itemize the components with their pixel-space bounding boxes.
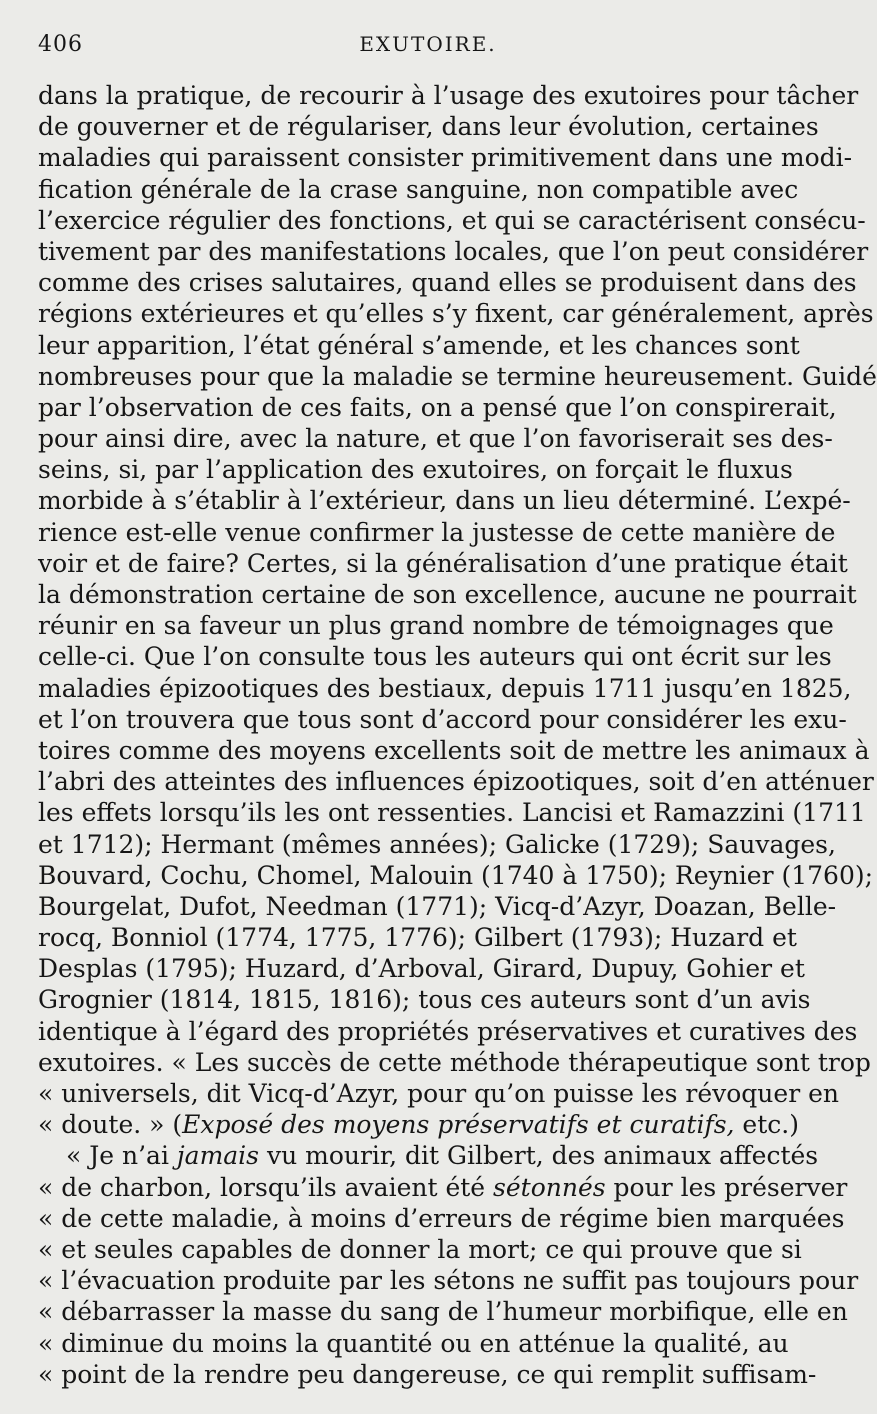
text-line: Bourgelat, Dufot, Needman (1771); Vicq-d’Azyr, Doazan, Belle- xyxy=(38,891,837,921)
text-line: de gouverner et de régulariser, dans leur évolution, certaines xyxy=(38,112,819,142)
text-line: seins, si, par l’application des exutoires, on forçait le fluxus xyxy=(38,455,793,485)
text-line: exutoires. « Les succès de cette méthode thérapeutique sont trop xyxy=(38,1047,871,1077)
running-title: EXUTOIRE. xyxy=(359,32,497,56)
text-line: Bouvard, Cochu, Chomel, Malouin (1740 à 1750); Reynier (1760); xyxy=(38,860,874,890)
text-line: nombreuses pour que la maladie se termine heureusement. Guidé xyxy=(38,361,877,391)
quote-line: « Je n’ai jamais vu mourir, dit Gilbert, des animaux affectés xyxy=(66,1141,819,1171)
quote-line: « l’évacuation produite par les sétons ne suffit pas toujours pour xyxy=(38,1266,859,1296)
text-line: maladies épizootiques des bestiaux, depuis 1711 jusqu’en 1825, xyxy=(38,673,852,703)
text-line: les effets lorsqu’ils les ont ressenties. Lancisi et Ramazzini (1711 xyxy=(38,798,866,828)
quote-line: « point de la rendre peu dangereuse, ce qui remplit suffisam- xyxy=(38,1359,817,1389)
text-line: morbide à s’établir à l’extérieur, dans un lieu déterminé. L’expé- xyxy=(38,486,851,516)
quote-line: « et seules capables de donner la mort; ce qui prouve que si xyxy=(38,1234,802,1264)
text-line: tivement par des manifestations locales, que l’on peut considérer xyxy=(38,236,869,266)
italic-word: jamais xyxy=(176,1141,259,1171)
text-line: comme des crises salutaires, quand elles se produisent dans des xyxy=(38,268,857,298)
page-number: 406 xyxy=(38,32,83,57)
text-line: toires comme des moyens excellents soit de mettre les animaux à xyxy=(38,735,870,765)
quote-line: « de cette maladie, à moins d’erreurs de régime bien marquées xyxy=(38,1203,845,1233)
text-line: pour ainsi dire, avec la nature, et que l’on favoriserait ses des- xyxy=(38,424,833,454)
text-line: voir et de faire? Certes, si la généralisation d’une pratique était xyxy=(38,548,848,578)
text-line: « doute. » (Exposé des moyens préservatifs et curatifs, etc.) xyxy=(38,1110,799,1140)
body-text xyxy=(38,80,877,1390)
paragraph xyxy=(38,80,877,1109)
text-line: par l’observation de ces faits, on a pensé que l’on conspirerait, xyxy=(38,392,837,422)
text-line: Grognier (1814, 1815, 1816); tous ces auteurs sont d’un avis xyxy=(38,985,811,1015)
quote-block xyxy=(38,1203,859,1390)
text-line: rocq, Bonniol (1774, 1775, 1776); Gilbert (1793); Huzard et xyxy=(38,923,797,953)
quote-line: « de charbon, lorsqu’ils avaient été sétonnés pour les préserver xyxy=(38,1172,848,1202)
italic-word: sétonnés xyxy=(493,1172,606,1202)
italic-title: Exposé des moyens préservatifs et curatifs, xyxy=(182,1110,735,1140)
text-line: la démonstration certaine de son excellence, aucune ne pourrait xyxy=(38,580,857,609)
text-line: et 1712); Hermant (mêmes années); Galicke (1729); Sauvages, xyxy=(38,829,836,859)
text-line: réunir en sa faveur un plus grand nombre de témoignages que xyxy=(38,611,834,641)
page-header xyxy=(38,32,760,64)
text-line: régions extérieures et qu’elles s’y fixent, car généralement, après xyxy=(38,299,874,329)
text-line: celle-ci. Que l’on consulte tous les auteurs qui ont écrit sur les xyxy=(38,642,832,672)
text-line: Desplas (1795); Huzard, d’Arboval, Girard, Dupuy, Gohier et xyxy=(38,954,805,984)
text-line: identique à l’égard des propriétés préservatives et curatives des xyxy=(38,1016,858,1046)
text-line: et l’on trouvera que tous sont d’accord pour considérer les exu- xyxy=(38,704,847,734)
text-line: maladies qui paraissent consister primitivement dans une modi- xyxy=(38,143,853,173)
text-line: l’exercice régulier des fonctions, et qui se caractérisent consécu- xyxy=(38,205,866,235)
text-line: rience est-elle venue confirmer la justesse de cette manière de xyxy=(38,517,836,547)
text-line: leur apparition, l’état général s’amende, et les chances sont xyxy=(38,330,800,360)
text-line: dans la pratique, de recourir à l’usage des exutoires pour tâcher xyxy=(38,81,859,110)
text-line: « universels, dit Vicq-d’Azyr, pour qu’on puisse les révoquer en xyxy=(38,1079,839,1108)
quote-line: « débarrasser la masse du sang de l’humeur morbifique, elle en xyxy=(38,1297,848,1327)
quote-line: « diminue du moins la quantité ou en atténue la qualité, au xyxy=(38,1328,789,1358)
text-line: fication générale de la crase sanguine, non compatible avec xyxy=(38,174,799,204)
text-line: l’abri des atteintes des influences épizootiques, soit d’en atténuer xyxy=(38,767,874,797)
